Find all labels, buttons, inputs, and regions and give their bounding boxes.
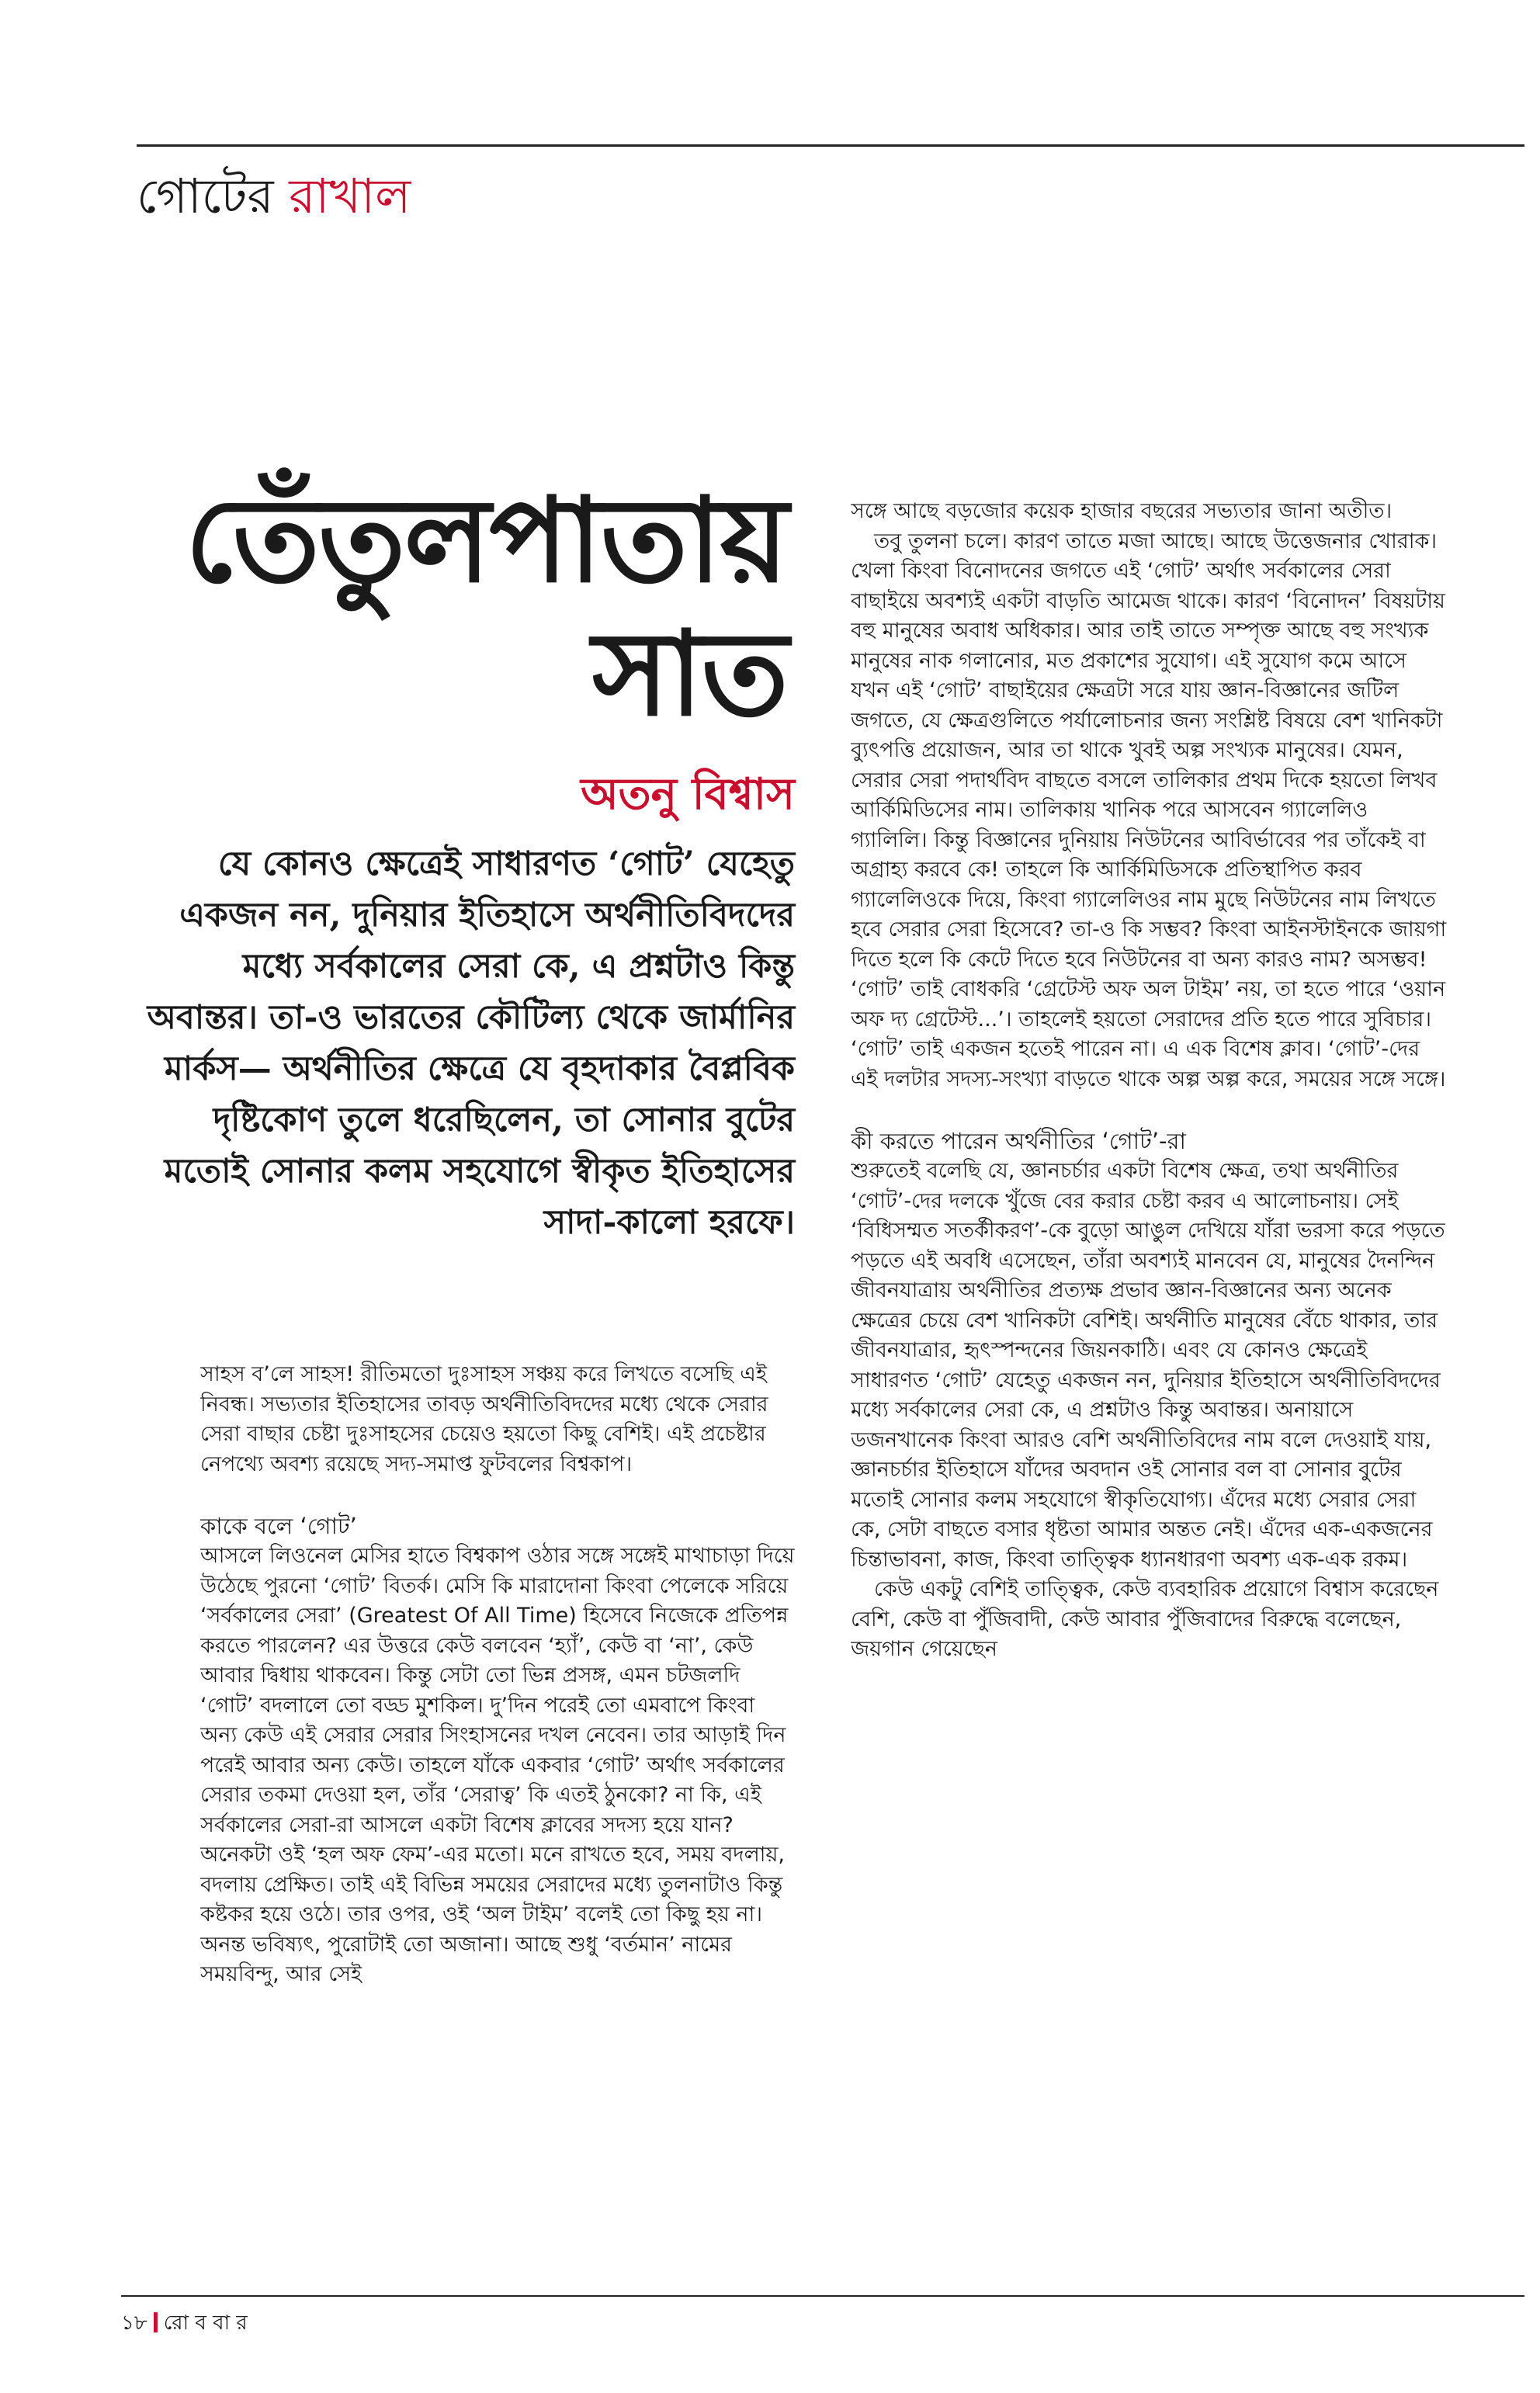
subhead-economics-goats: কী করতে পারেন অর্থনীতির ‘গোট’-রা [851,1128,1186,1154]
right-paragraph-1: সঙ্গে আছে বড়জোর কয়েক হাজার বছরের সভ্যতার জানা অতীত। [851,499,1393,523]
left-column [200,1360,796,2241]
body-paragraph: আসলে লিওনেল মেসির হাতে বিশ্বকাপ ওঠার সঙ্গে সঙ্গেই মাথাচাড়া দিয়ে উঠেছে পুরনো ‘গোট’ বিতর্ক। মেসি কি মারাদোনা কিংবা পেলেকে সরিয়ে ‘সর্বকালের সেরা’ (Greatest Of All Time) হিসেবে নিজেকে প্রতিপন্ন করতে পারলেন? এর উত্তরে কেউ বলবেন ‘হ্যাঁ’, কেউ বা ‘না’, কেউ আবার দ্বিধায় থাকবেন। কিন্তু সেটা তো ভিন্ন প্রসঙ্গ, এমন চটজলদি ‘গোট’ বদলালে তো বড্ড মুশকিল। দু’দিন পরেই তো এমবাপে কিংবা অন্য কেউ এই সেরার সেরার সিংহাসনের দখল নেবেন। তার আড়াই দিন পরেই আবার অন্য কেউ। তাহলে যাঁকে একবার ‘গোট’ অর্থাৎ সর্বকালের সেরার তকমা দেওয়া হল, তাঁর ‘সেরাত্ব’ কি এতই ঠুনকো? না কি, এই সর্বকালের সেরা-রা আসলে একটা বিশেষ ক্লাবের সদস্য হয়ে যান? অনেকটা ওই ‘হল অফ ফেম’-এর মতো। মনে রাখতে হবে, সময় বদলায়, বদলায় প্রেক্ষিত। তাই এই বিভিন্ন সময়ের সেরাদের মধ্যে তুলনাটাও কিন্তু কষ্টকর হয়ে ওঠে। তার ওপর, ওই ‘অল টাইম’ বলেই তো কিছু হয় না। অনন্ত ভবিষ্যৎ, পুরোটাই তো অজানা। আছে শুধু ‘বর্তমান’ নামের সময়বিন্দু, আর সেই [200,1544,795,1986]
section-title [137,168,411,224]
page-number: ১৮ [121,2311,147,2335]
standfirst [127,838,795,1248]
right-paragraph-2: তবু তুলনা চলে। কারণ তাতে মজা আছে। আছে উত্তেজনার খোরাক। খেলা কিংবা বিনোদনের জগতে এই ‘গোট’ অর্থাৎ সর্বকালের সেরা বাছাইয়ে অবশ্যই একটা বাড়তি আমেজ থাকে। কারণ ‘বিনোদন’ বিষয়টায় বহু মানুষের অবাধ অধিকার। আর তাই তাতে সম্পৃক্ত আছে বহু সংখ্যক মানুষের নাক গলানোর, মত প্রকাশের সুযোগ। এই সুযোগ কমে আসে যখন এই ‘গোট’ বাছাইয়ের ক্ষেত্রটা সরে যায় জ্ঞান-বিজ্ঞানের জটিল জগতে, যে ক্ষেত্রগুলিতে পর্যালোচনার জন্য সংশ্লিষ্ট বিষয়ে বেশ খানিকটা ব্যুৎপত্তি প্রয়োজন, আর তা থাকে খুবই অল্প সংখ্যক মানুষের। যেমন, সেরার সেরা পদার্থবিদ বাছতে বসলে তালিকার প্রথম দিকে হয়তো লিখব আর্কিমিডিসের নাম। তালিকায় খানিক পরে আসবেন গ্যালেলিও গ্যালিলি। কিন্তু বিজ্ঞানের দুনিয়ায় নিউটনের আবির্ভাবের পর তাঁকেই বা অগ্রাহ্য করবে কে! তাহলে কি আর্কিমিডিসকে প্রতিস্থাপিত করব গ্যালেলিওকে দিয়ে, কিংবা গ্যালেলিওর নাম মুছে নিউটনের নাম লিখতে হবে সেরার সেরা হিসেবে? তা-ও কি সম্ভব? কিংবা আইনস্টাইনকে জায়গা দিতে হলে কি কেটে দিতে হবে নিউটনের বা অন্য কারও নাম? অসম্ভব! ‘গোট’ তাই বোধকরি ‘গ্রেটেস্ট অফ অল টাইম’ নয়, তা হতে পারে ‘ওয়ান অফ দ্য গ্রেটেস্ট...’। তাহলেই হয়তো সেরাদের প্রতি হতে পারে সুবিচার। ‘গোট’ তাই একজন হতেই পারেন না। এ এক বিশেষ ক্লাব। ‘গোট’-দের এই দলটার সদস্য-সংখ্যা বাড়তে থাকে অল্প অল্প করে, সময়ের সঙ্গে সঙ্গে। [851,529,1447,1091]
right-paragraph-3: শুরুতেই বলেছি যে, জ্ঞানচর্চার একটা বিশেষ ক্ষেত্র, তথা অর্থনীতির ‘গোট’-দের দলকে খুঁজে বের করার চেষ্টা করব এ আলোচনায়। সেই ‘বিধিসম্মত সতর্কীকরণ’-কে বুড়ো আঙুল দেখিয়ে যাঁরা ভরসা করে পড়তে পড়তে এই অবধি এসেছেন, তাঁরা অবশ্যই মানবেন যে, মানুষের দৈনন্দিন জীবনযাত্রায় অর্থনীতির প্রত্যক্ষ প্রভাব জ্ঞান-বিজ্ঞানের অন্য অনেক ক্ষেত্রের চেয়ে বেশ খানিকটা বেশিই। অর্থনীতি মানুষের বেঁচে থাকার, তার জীবনযাত্রার, হৃৎস্পন্দনের জিয়নকাঠি। এবং যে কোনও ক্ষেত্রেই সাধারণত ‘গোট’ যেহেতু একজন নন, দুনিয়ার ইতিহাসে অর্থনীতিবিদদের মধ্যে সর্বকালের সেরা কে, এ প্রশ্নটাও কিন্তু অবান্তর। অনায়াসে ডজনখানেক কিংবা আরও বেশি অর্থনীতিবিদের নাম বলে দেওয়াই যায়, জ্ঞানচর্চার ইতিহাসে যাঁদের অবদান ওই সোনার বল বা সোনার বুটের মতোই সোনার কলম সহযোগে স্বীকৃতিযোগ্য। এঁদের মধ্যে সেরার সেরা কে, সেটা বাছতে বসার ধৃষ্টতা আমার অন্তত নেই। এঁদের এক-একজনের চিন্তাভাবনা, কাজ, কিংবা তাত্ত্বিক ধ্যানধারণা অবশ্য এক-এক রকম। [851,1159,1445,1572]
top-rule [137,144,1524,147]
section-title-part1: গোটের [137,168,274,224]
intro-paragraph: সাহস ব’লে সাহস! রীতিমতো দুঃসাহস সঞ্চয় করে লিখতে বসেছি এই নিবন্ধ। সভ্যতার ইতিহাসের তাবড় অর্থনীতিবিদদের মধ্যে থেকে সেরার সেরা বাছার চেষ্টা দুঃসাহসের চেয়েও হয়তো কিছু বেশিই। এই প্রচেষ্টার নেপথ্যে অবশ্য রয়েছে সদ্য-সমাপ্ত ফুটবলের বিশ্বকাপ। [200,1362,768,1476]
right-column [851,497,1448,2241]
standfirst-text: যে কোনও ক্ষেত্রেই সাধারণত ‘গোট’ যেহেতু একজন নন, দুনিয়ার ইতিহাসে অর্থনীতিবিদদের মধ্যে সর্বকালের সেরা কে, এ প্রশ্নটাও কিন্তু অবান্তর। তা-ও ভারতের কৌটিল্য থেকে জার্মানির মার্কস— অর্থনীতির ক্ষেত্রে যে বৃহদাকার বৈপ্লবিক দৃষ্টিকোণ তুলে ধরেছিলেন, তা সোনার বুটের মতোই সোনার কলম সহযোগে স্বীকৃত ইতিহাসের সাদা-কালো হরফে। [147,844,795,1242]
bottom-rule [121,2295,1524,2297]
article-headline [120,473,787,740]
headline-line1: তেঁতুলপাতায় [185,472,787,609]
byline: অতনু বিশ্বাস [581,769,795,820]
page-footer [121,2307,248,2341]
headline-line2: সাত [591,605,787,742]
section-title-part2: রাখাল [289,168,411,224]
right-paragraph-4: কেউ একটু বেশিই তাত্ত্বিক, কেউ ব্যবহারিক প্রয়োগে বিশ্বাস করেছেন বেশি, কেউ বা পুঁজিবাদী, কেউ আবার পুঁজিবাদের বিরুদ্ধে বলেছেন, জয়গান গেয়েছেন [851,1577,1439,1661]
footer-divider [154,2312,158,2332]
subhead-what-is-goat: কাকে বলে ‘গোট’ [200,1513,357,1539]
magazine-name: রো ব বা র [163,2311,248,2335]
